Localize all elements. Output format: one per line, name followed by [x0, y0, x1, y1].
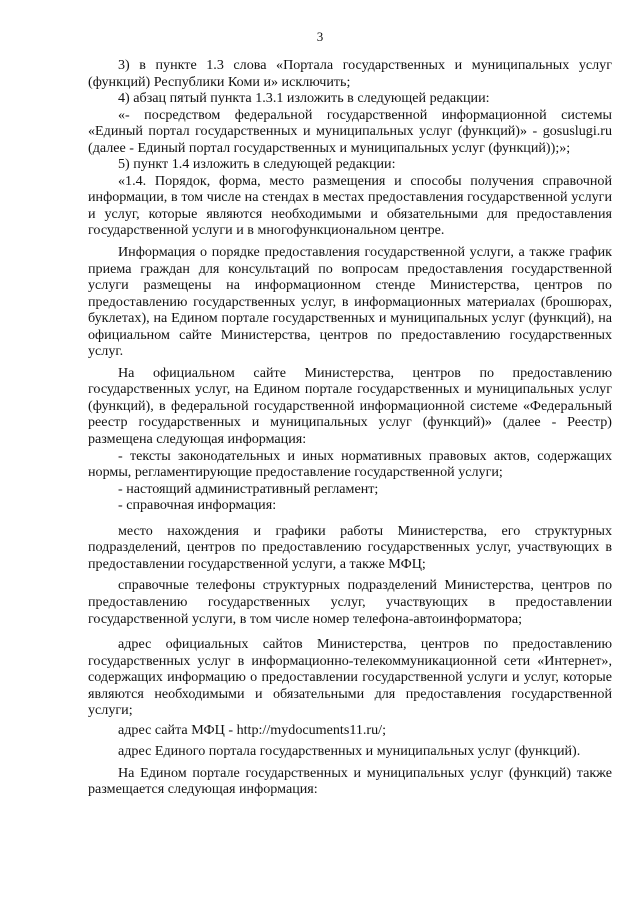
paragraph-mfc-site: адрес сайта МФЦ - http://mydocuments11.ru/;: [118, 721, 387, 738]
paragraph-item-5: 5) пункт 1.4 изложить в следующей редакции:: [118, 156, 396, 173]
list-item-legal-acts: - тексты законодательных и иных нормативных правовых актов, содержащих нормы, регламентирующие предоставление государственной услуги;: [88, 447, 612, 481]
list-item-regulation: - настоящий административный регламент;: [118, 480, 379, 497]
document-body: [88, 57, 612, 798]
paragraph-item-3: 3) в пункте 1.3 слова «Портала государственных и муниципальных услуг (функций) Республики Коми и» исключить;: [88, 57, 612, 90]
paragraph-reference-phones: справочные телефоны структурных подразделений Министерства, центров по предоставлению государственных услуг, участвующих в предоставлении государственной услуги, в том числе номер телефона-автоинформатора;: [88, 577, 612, 627]
paragraph-unified-portal-info: На Едином портале государственных и муниципальных услуг (функций) также размещается следующая информация:: [88, 764, 612, 798]
paragraph-info-order: Информация о порядке предоставления государственной услуги, а также график приема граждан для консультаций по вопросам предоставления государственной услуги размещены на информационном стенде Министерства, центров по предоставлению государственных услуг, в информационных материалах (брошюрах, буклетах), на Едином портале государственных и муниципальных услуг (функций), на официальном сайте Министерства, центров по предоставлению государственных услуг.: [88, 244, 612, 360]
paragraph-locations-schedule: место нахождения и графики работы Министерства, его структурных подразделений, центров по предоставлению государственных услуг, участвующих в предоставлении государственной услуги, а также МФЦ;: [88, 522, 612, 572]
page-number: 3: [316, 29, 324, 44]
paragraph-section-1-4: «1.4. Порядок, форма, место размещения и способы получения справочной информации, в том числе на стендах в местах предоставления государственной услуги и услуг, которые являются необходимыми и обязательными для предоставления государственной услуги и в многофункциональном центре.: [88, 172, 612, 239]
paragraph-gosuslugi-quote: «- посредством федеральной государственной информационной системы «Единый портал государственных и муниципальных услуг (функций)» - gosuslugi.ru (далее - Единый портал государственных и муниципальных услуг (функций));»;: [88, 106, 612, 156]
list-item-reference-info: - справочная информация:: [118, 497, 277, 514]
paragraph-item-4: 4) абзац пятый пункта 1.3.1 изложить в следующей редакции:: [118, 90, 490, 107]
paragraph-unified-portal-address: адрес Единого портала государственных и муниципальных услуг (функций).: [118, 743, 581, 760]
paragraph-official-sites-addresses: адрес официальных сайтов Министерства, центров по предоставлению государственных услуг в информационно-телекоммуникационной сети «Интернет», содержащих информацию о предоставлении государственной услуги и услуг, которые являются необходимыми и обязательными для предоставления государственной услуги;: [88, 636, 612, 719]
paragraph-official-site: На официальном сайте Министерства, центров по предоставлению государственных услуг, на Едином портале государственных и муниципальных услуг (функций), в федеральной государственной информационной системе «Федеральный реестр государственных и муниципальных услуг (функций)» (далее - Реестр) размещена следующая информация:: [88, 364, 612, 448]
